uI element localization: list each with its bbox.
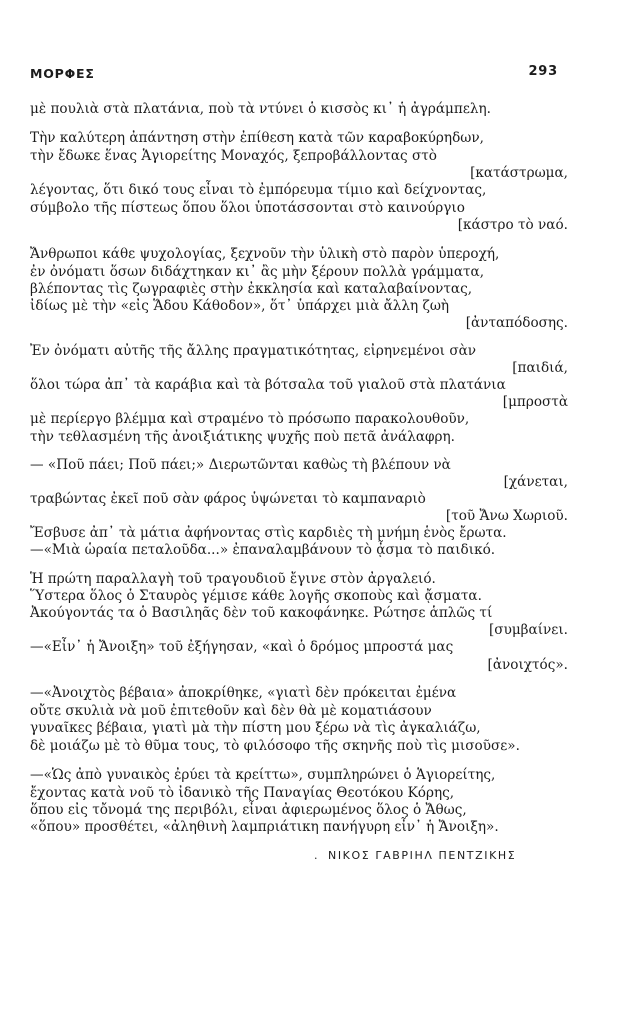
text-line: μὲ περίεργο βλέμμα καὶ στραμένο τὸ πρόσωπο παρακολουθοῦν, <box>30 411 470 427</box>
text-line: μὲ πουλιὰ στὰ πλατάνια, ποὺ τὰ ντύνει ὁ κισσὸς κι᾿ ἡ ἀγράμπελη. <box>30 101 491 117</box>
text-line-continuation: [συμβαίνει. <box>488 622 568 638</box>
text-line-continuation: [κάστρο τὸ ναό. <box>457 217 568 233</box>
running-head <box>30 66 558 84</box>
text-line: δὲ μοιάζω μὲ τὸ θῦμα τους, τὸ φιλόσοφο τῆς σκηνῆς ποὺ τὶς μισοῦσε». <box>30 738 520 754</box>
text-line: ἰδίως μὲ τὴν «εἰς Ἅδου Κάθοδον», ὅτ᾿ ὑπάρχει μιὰ ἄλλη ζωὴ <box>30 298 450 314</box>
text-line: Ἀκούγοντάς τα ὁ Βασιληᾶς δὲν τοῦ κακοφάνηκε. Ρώτησε ἁπλῶς τί <box>30 605 493 621</box>
text-line: Ὕστερα ὅλος ὁ Σταυρὸς γέμισε κάθε λογῆς σκοποὺς καὶ ᾄσματα. <box>30 588 482 604</box>
text-line: λέγοντας, ὅτι δικό τους εἶναι τὸ ἐμπόρευμα τίμιο καὶ δείχνοντας, <box>30 182 487 198</box>
text-line-continuation: [τοῦ Ἄνω Χωριοῦ. <box>445 508 568 524</box>
author-signature: ΝΙΚΟΣ ΓΑΒΡΙΗΛ ΠΕΝΤΖΙΚΗΣ <box>328 849 517 862</box>
text-line: Ἡ πρώτη παραλλαγὴ τοῦ τραγουδιοῦ ἔγινε στὸν ἀργαλειό. <box>30 571 436 587</box>
text-line: ἐν ὀνόματι ὅσων διδάχτηκαν κι᾿ ἂς μὴν ξέρουν πολλὰ γράμματα, <box>30 264 485 280</box>
text-line-continuation: [ἀνοιχτός». <box>487 657 568 673</box>
text-line: Τὴν καλύτερη ἀπάντηση στὴν ἐπίθεση κατὰ τῶν καραβοκύρηδων, <box>30 130 484 146</box>
text-line: Ἐν ὀνόματι αὐτῆς τῆς ἄλλης πραγματικότητας, εἰρηνεμένοι σὰν <box>30 343 477 359</box>
text-line: σύμβολο τῆς πίστεως ὅπου ὅλοι ὑποτάσσονται στὸ καινούργιο <box>30 200 465 216</box>
text-line: —«Ὡς ἀπὸ γυναικὸς ἐρύει τὰ κρείττω», συμπληρώνει ὁ Ἁγιορείτης, <box>30 767 496 783</box>
text-line: —«Εἶν᾿ ἡ Ἄνοιξη» τοῦ ἐξήγησαν, «καὶ ὁ δρόμος μπροστά μας <box>30 639 454 655</box>
text-line-continuation: [μπροστὰ <box>502 394 568 410</box>
text-line: ἔχοντας κατὰ νοῦ τὸ ἰδανικὸ τῆς Παναγίας Θεοτόκου Κόρης, <box>30 785 455 801</box>
text-line: οὔτε σκυλιὰ νὰ μοῦ ἐπιτεθοῦν καὶ δὲν θὰ μὲ κοματιάσουν <box>30 703 432 719</box>
text-line-continuation: [κατάστρωμα, <box>470 165 568 181</box>
text-line: Ἄνθρωποι κάθε ψυχολογίας, ξεχνοῦν τὴν ὑλικὴ στὸ παρὸν ὑπεροχή, <box>30 246 500 262</box>
text-line: γυναῖκες βέβαια, γιατὶ μὰ τὴν πίστη μου ξέρω νὰ τὶς ἀγκαλιάζω, <box>30 720 481 736</box>
text-line: τραβώντας ἐκεῖ ποῦ σὰν φάρος ὑψώνεται τὸ καμπαναριὸ <box>30 491 426 507</box>
signature-dot: . <box>314 849 318 862</box>
text-line: βλέποντας τὶς ζωγραφιὲς στὴν ἐκκλησία καὶ καταλαβαίνοντας, <box>30 281 473 297</box>
text-line-continuation: [χάνεται, <box>503 474 568 490</box>
page-number: 293 <box>528 64 558 79</box>
text-line: —«Ἀνοιχτὸς βέβαια» ἀποκρίθηκε, «γιατὶ δὲν πρόκειται ἐμένα <box>30 685 457 701</box>
text-line: «ὅπου» προσθέτει, «ἀληθινὴ λαμπριάτικη πανήγυρη εἶν᾿ ἡ Ἄνοιξη». <box>30 819 499 835</box>
text-line: Ἔσβυσε ἀπ᾿ τὰ μάτια ἀφήνοντας στὶς καρδιὲς τὴ μνήμη ἑνὸς ἔρωτα. <box>30 525 507 541</box>
text-line: ὅλοι τώρα ἀπ᾿ τὰ καράβια καὶ τὰ βότσαλα τοῦ γιαλοῦ στὰ πλατάνια <box>30 377 506 393</box>
text-line: —«Μιὰ ὡραία πεταλοῦδα...» ἐπαναλαμβάνουν τὸ ᾆσμα τὸ παιδικό. <box>30 542 496 558</box>
running-head-title: ΜΟΡΦΕΣ <box>30 66 95 81</box>
text-line-continuation: [ἀνταπόδοσης. <box>465 315 568 331</box>
text-line: ὅπου εἰς τὄνομά της περιβόλι, εἶναι ἀφιερωμένος ὅλος ὁ Ἄθως, <box>30 802 467 818</box>
text-line: — «Ποῦ πάει; Ποῦ πάει;» Διερωτῶνται καθὼς τὴ βλέπουν νὰ <box>30 457 451 473</box>
text-line-continuation: [παιδιά, <box>512 360 568 376</box>
text-line: τὴν τεθλασμένη τῆς ἀνοιξιάτικης ψυχῆς ποὺ πετᾶ ἀνάλαφρη. <box>30 429 455 445</box>
text-line: τὴν ἔδωκε ἕνας Ἁγιορείτης Μοναχός, ξεπροβάλλοντας στὸ <box>30 148 437 164</box>
